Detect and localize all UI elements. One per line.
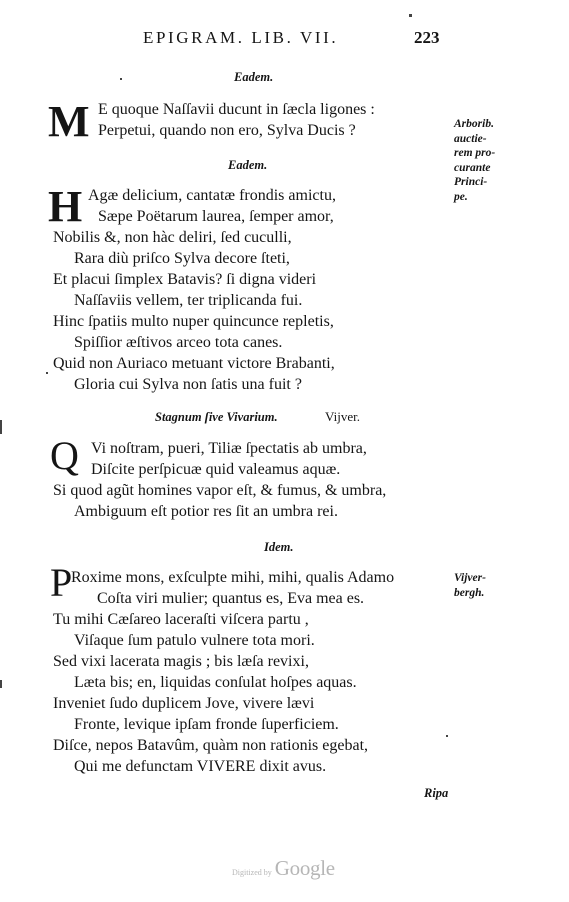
poem-title: Stagnum ſive Vivarium.	[155, 410, 278, 424]
page-number: 223	[414, 28, 440, 47]
poem-title: Eadem.	[228, 158, 268, 172]
marginal-note-line: Princi-	[454, 176, 488, 188]
ink-speck	[409, 14, 412, 17]
ink-speck	[0, 420, 2, 434]
ink-speck	[120, 78, 122, 80]
verse-line: Et placui ſimplex Batavis? ſi digna videri	[53, 271, 317, 288]
verse-line: Spiſſior æſtivos arceo tota canes.	[74, 334, 283, 351]
verse-line: Perpetui, quando non ero, Sylva Ducis ?	[98, 122, 356, 139]
verse-line: Vi noſtram, pueri, Tiliæ ſpectatis ab umbra,	[91, 440, 367, 457]
catchword: Ripa	[424, 786, 449, 800]
watermark-prefix: Digitized by	[232, 868, 272, 877]
verse-line: Viſaque ſum patulo vulnere tota mori.	[74, 632, 315, 649]
verse-line: Hinc ſpatiis multo nuper quincunce repletis,	[53, 313, 334, 330]
verse-line: Diſcite perſpicuæ quid valeamus aquæ.	[91, 461, 341, 478]
poem-title: Idem.	[264, 540, 294, 554]
ink-speck	[446, 735, 448, 737]
google-logo: Google	[274, 856, 335, 880]
verse-line: Naſſaviis vellem, ter triplicanda fui.	[74, 292, 303, 309]
marginal-note	[454, 117, 495, 204]
poem-title: Eadem.	[234, 70, 274, 84]
marginal-note-line: bergh.	[454, 586, 485, 599]
drop-cap: H	[48, 182, 83, 231]
verse-line: Tu mihi Cæſareo laceraſti viſcera partu ,	[53, 611, 309, 628]
drop-cap: Q	[50, 433, 79, 478]
marginal-note-line: rem pro-	[454, 147, 496, 159]
marginal-note	[454, 571, 486, 600]
marginal-note-line: Arborib.	[454, 118, 494, 130]
verse-line: Ambiguum eſt potior res ſit an umbra rei.	[74, 503, 338, 520]
ink-speck	[46, 372, 48, 374]
marginal-note-line: auctie-	[454, 132, 487, 145]
verse-line: Roxime mons, exſculpte mihi, mihi, qualis Adamo	[71, 569, 395, 586]
verse-line: Diſce, nepos Batavûm, quàm non rationis egebat,	[53, 737, 369, 754]
running-header: EPIGRAM. LIB. VII.	[143, 28, 339, 47]
verse-line: Sed vixi lacerata magis ; bis læſa revixi,	[53, 653, 309, 670]
digitization-watermark	[232, 856, 335, 881]
verse-line: Sæpe Poëtarum laurea, ſemper amor,	[98, 208, 334, 225]
drop-cap: P	[50, 560, 73, 605]
verse-line: E quoque Naſſavii ducunt in ſæcla ligones :	[98, 101, 375, 118]
verse-line: Si quod agũt homines vapor eſt, & fumus, & umbra,	[53, 482, 387, 499]
marginal-note-line: pe.	[454, 190, 468, 203]
ink-speck	[0, 680, 2, 688]
verse-line: Quid non Auriaco metuant victore Brabanti,	[53, 355, 335, 372]
verse-line: Coſta viri mulier; quantus es, Eva mea es.	[97, 590, 365, 607]
verse-line: Nobilis &, non hàc deliri, ſed cuculli,	[53, 229, 292, 246]
drop-cap: M	[48, 97, 90, 146]
verse-line: Agæ delicium, cantatæ frondis amictu,	[88, 187, 336, 204]
verse-line: Qui me defunctam VIVERE dixit avus.	[74, 758, 327, 775]
verse-line: Fronte, levique ipſam fronde ſuperficiem.	[74, 716, 339, 733]
verse-line: Rara diù priſco Sylva decore ſteti,	[74, 250, 290, 267]
poem-title-vernacular: Vijver.	[325, 409, 360, 424]
verse-line: Læta bis; en, liquidas conſulat hoſpes aquas.	[74, 674, 357, 691]
marginal-note-line: Vijver-	[454, 572, 486, 584]
verse-line: Gloria cui Sylva non ſatis una fuit ?	[74, 376, 302, 393]
marginal-note-line: curante	[454, 161, 491, 174]
verse-line: Inveniet ſudo duplicem Jove, vivere lævi	[53, 695, 315, 712]
